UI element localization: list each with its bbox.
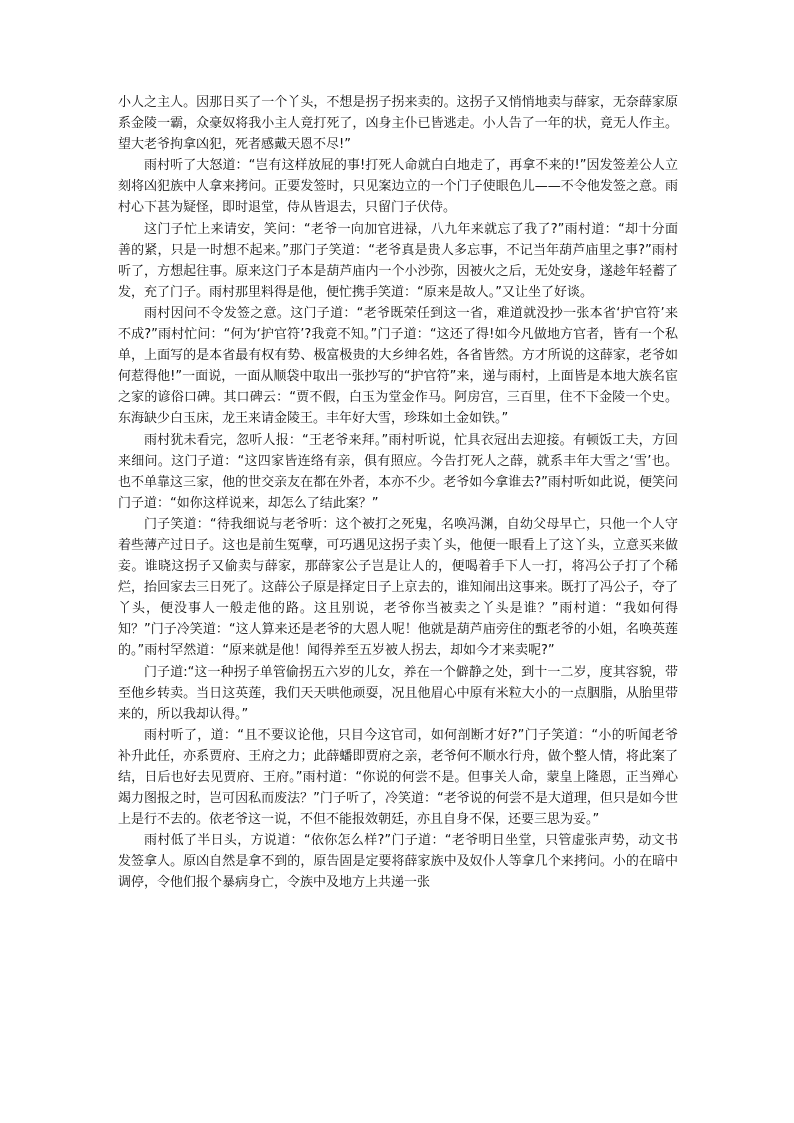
paragraph: 这门子忙上来请安，笑问：“老爷一向加官进禄，八九年来就忘了我了?”雨村道：“却十分面善的紧，只是一时想不起来。”那门子笑道：“老爷真是贵人多忘事，不记当年葫芦庙里之事?”雨村听了，方想起往事。原来这门子本是葫芦庙内一个小沙弥，因被火之后，无处安身，遂趁年轻蓄了发，充了门子。雨村那里料得是他，便忙携手笑道：“原来是故人。”又让坐了好谈。 [118, 221, 678, 300]
paragraph: 雨村听了，道：“且不要议论他，只目今这官司，如何剖断才好?”门子笑道：“小的听闻老爷补升此任，亦系贾府、王府之力；此薛蟠即贾府之亲，老爷何不顺水行舟，做个整人情，将此案了结，日后也好去见贾府、王府。”雨村道：“你说的何尝不是。但事关人命，蒙皇上隆恩，正当殚心竭力图报之时，岂可因私而废法？”门子听了，冷笑道：“老爷说的何尝不是大道理，但只是如今世上是行不去的。依老爷这一说，不但不能报效朝廷，亦且自身不保，还要三思为妥。” [118, 727, 678, 828]
paragraph: 雨村听了大怒道：“岂有这样放屁的事!打死人命就白白地走了，再拿不来的!”因发签差公人立刻将凶犯族中人拿来拷问。正要发签时，只见案边立的一个门子使眼色儿——不令他发签之意。雨村心下甚为疑怪，即时退堂，侍从皆退去，只留门子伏侍。 [118, 158, 678, 216]
document-page [118, 92, 678, 1102]
paragraph: 门子笑道：“待我细说与老爷听：这个被打之死鬼，名唤冯渊，自幼父母早亡，只他一个人守着些薄产过日子。这也是前生冤孽，可巧遇见这拐子卖丫头，他便一眼看上了这丫头，立意买来做妾。谁晓这拐子又偷卖与薛家，那薛家公子岂是让人的，便喝着手下人一打，将冯公子打了个稀烂，抬回家去三日死了。这薛公子原是择定日子上京去的，谁知闹出这事来。既打了冯公子，夺了丫头，便没事人一般走他的路。这且别说，老爷你当被卖之丫头是谁？”雨村道：“我如何得知？”门子冷笑道：“这人算来还是老爷的大恩人呢！他就是葫芦庙旁住的甄老爷的小姐，名唤英莲的。”雨村罕然道：“原来就是他！闻得养至五岁被人拐去，却如今才来卖呢?” [118, 516, 678, 659]
paragraph: 门子道:“这一种拐子单管偷拐五六岁的儿女，养在一个僻静之处，到十一二岁，度其容貌，带至他乡转卖。当日这英莲，我们天天哄他顽耍，况且他眉心中原有米粒大小的一点胭脂，从胎里带来的，所以我却认得。” [118, 664, 678, 722]
paragraph: 雨村犹未看完，忽听人报：“王老爷来拜。”雨村听说，忙具衣冠出去迎接。有顿饭工夫，方回来细问。这门子道：“这四家皆连络有亲，俱有照应。今告打死人之薛，就系丰年大雪之‘雪’也。也不单靠这三家，他的世交亲友在都在外者，本亦不少。老爷如今拿谁去?”雨村听如此说，便笑问门子道：“如你这样说来，却怎么了结此案？” [118, 432, 678, 511]
paragraph: 小人之主人。因那日买了一个丫头，不想是拐子拐来卖的。这拐子又悄悄地卖与薛家，无奈薛家原系金陵一霸，众豪奴将我小主人竟打死了，凶身主仆已皆逃走。小人告了一年的状，竟无人作主。望大老爷拘拿凶犯，死者感戴天恩不尽!” [118, 95, 678, 153]
paragraph: 雨村因问不令发签之意。这门子道：“老爷既荣任到这一省，难道就没抄一张本省‘护官符’来不成?”雨村忙问：“何为‘护官符’?我竟不知。”门子道：“这还了得!如今凡做地方官者，皆有一个私单，上面写的是本省最有权有势、极富极贵的大乡绅名姓，各省皆然。方才所说的这薛家，老爷如何惹得他!”一面说，一面从顺袋中取出一张抄写的“护官符”来，递与雨村，上面皆是本地大族名宦之家的谚俗口碑。其口碑云：“贾不假，白玉为堂金作马。阿房宫，三百里，住不下金陵一个史。东海缺少白玉床，龙王来请金陵王。丰年好大雪，珍珠如土金如铁。” [118, 305, 678, 427]
paragraph: 雨村低了半日头，方说道：“依你怎么样?”门子道：“老爷明日坐堂，只管虚张声势，动文书发签拿人。原凶自然是拿不到的，原告固是定要将薛家族中及奴仆人等拿几个来拷问。小的在暗中调停，令他们报个暴病身亡，令族中及地方上共递一张 [118, 833, 678, 891]
